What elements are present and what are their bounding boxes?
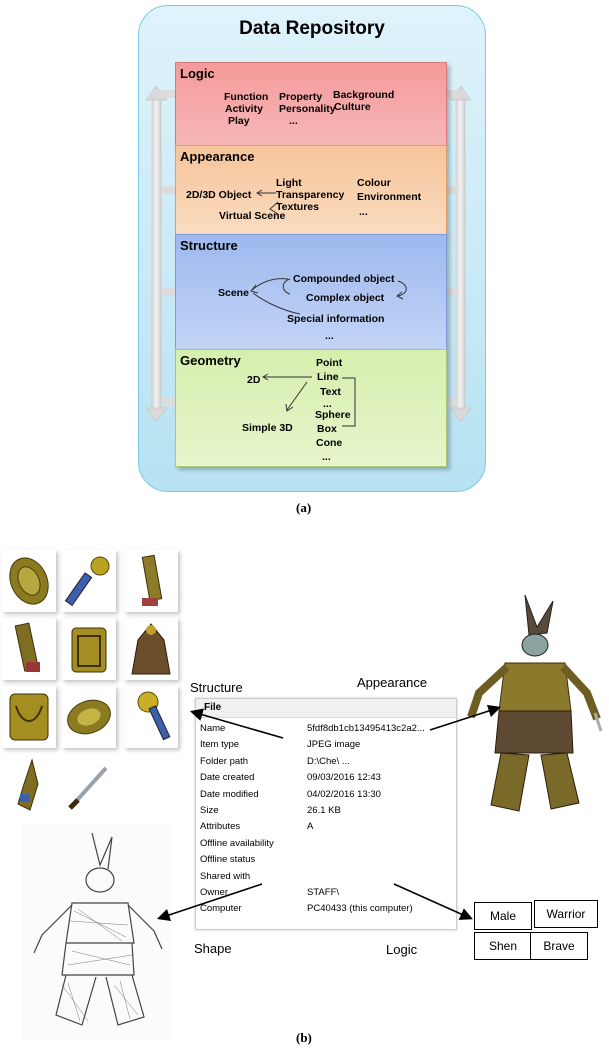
file-property-value: JPEG image bbox=[307, 739, 361, 751]
structure-label: Structure bbox=[190, 680, 243, 695]
file-property-key: Computer bbox=[200, 903, 242, 915]
appearance-ellipsis: ... bbox=[359, 206, 368, 218]
tag-male: Male bbox=[474, 902, 532, 930]
geometry-ellipsis-1: ... bbox=[323, 398, 332, 410]
appearance-transparency: Transparency bbox=[276, 189, 345, 201]
file-property-key: Name bbox=[200, 723, 226, 734]
appearance-layer-title: Appearance bbox=[180, 149, 255, 164]
file-property-value: 09/03/2016 12:43 bbox=[307, 772, 381, 784]
logic-culture: Culture bbox=[334, 101, 371, 113]
geometry-ellipsis-2: ... bbox=[322, 451, 331, 463]
file-property-value: 5fdf8db1cb13495413c2a2... bbox=[307, 723, 425, 734]
structure-ellipsis: ... bbox=[325, 330, 334, 342]
appearance-environment: Environment bbox=[357, 191, 422, 203]
file-property-value: PC40433 (this computer) bbox=[307, 903, 413, 915]
file-property-key: Item type bbox=[200, 739, 240, 751]
logic-activity: Activity bbox=[225, 103, 263, 115]
file-properties-header: File bbox=[196, 699, 456, 718]
repository-title: Data Repository bbox=[239, 18, 385, 39]
logic-background: Background bbox=[333, 89, 395, 101]
appearance-object: 2D/3D Object bbox=[186, 189, 252, 201]
structure-complex: Complex object bbox=[306, 292, 385, 304]
appearance-label: Appearance bbox=[357, 675, 428, 690]
geometry-line: Line bbox=[317, 371, 339, 383]
structure-special: Special information bbox=[287, 313, 385, 325]
logic-personality: Personality bbox=[279, 103, 336, 115]
figure-b-caption: (b) bbox=[296, 1030, 312, 1045]
logic-function: Function bbox=[224, 91, 269, 103]
file-property-key: Owner bbox=[200, 887, 228, 898]
file-property-key: Attributes bbox=[200, 821, 241, 833]
file-property-key: Size bbox=[200, 805, 219, 816]
appearance-textures: Textures bbox=[276, 201, 319, 213]
file-property-value: A bbox=[307, 821, 314, 833]
geometry-text: Text bbox=[320, 386, 341, 398]
appearance-virtual-scene: Virtual Scene bbox=[219, 210, 286, 222]
geometry-box: Box bbox=[317, 423, 337, 435]
geometry-layer-title: Geometry bbox=[180, 353, 241, 368]
appearance-colour: Colour bbox=[357, 177, 391, 189]
tag-warrior: Warrior bbox=[534, 900, 598, 928]
logic-play: Play bbox=[228, 115, 250, 127]
file-property-key: Shared with bbox=[200, 870, 251, 882]
appearance-light: Light bbox=[276, 177, 302, 189]
file-property-key: Offline status bbox=[200, 854, 256, 866]
logic-label: Logic bbox=[386, 942, 418, 957]
file-property-value: 04/02/2016 13:30 bbox=[307, 788, 381, 800]
geometry-sphere: Sphere bbox=[315, 409, 351, 421]
shape-label: Shape bbox=[194, 941, 232, 956]
file-property-key: Folder path bbox=[200, 755, 249, 767]
figure-a-caption: (a) bbox=[296, 500, 312, 515]
geometry-simple3d: Simple 3D bbox=[242, 422, 293, 434]
file-property-value: 26.1 KB bbox=[307, 805, 341, 816]
geometry-cone: Cone bbox=[316, 437, 343, 449]
file-property-key: Date modified bbox=[200, 788, 259, 800]
geometry-point: Point bbox=[316, 357, 343, 369]
logic-ellipsis: ... bbox=[289, 115, 298, 127]
structure-scene: Scene bbox=[218, 287, 249, 299]
file-property-value: STAFF\ bbox=[307, 887, 340, 898]
structure-layer-title: Structure bbox=[180, 238, 238, 253]
file-property-key: Offline availability bbox=[200, 837, 274, 849]
logic-layer-title: Logic bbox=[180, 66, 215, 81]
file-property-key: Date created bbox=[200, 772, 255, 784]
tag-brave: Brave bbox=[530, 932, 588, 960]
geometry-2d: 2D bbox=[247, 374, 261, 386]
tag-shen: Shen bbox=[474, 932, 532, 960]
logic-property: Property bbox=[279, 91, 323, 103]
structure-compounded: Compounded object bbox=[293, 273, 395, 285]
file-property-value: D:\Che\ ... bbox=[307, 755, 350, 767]
